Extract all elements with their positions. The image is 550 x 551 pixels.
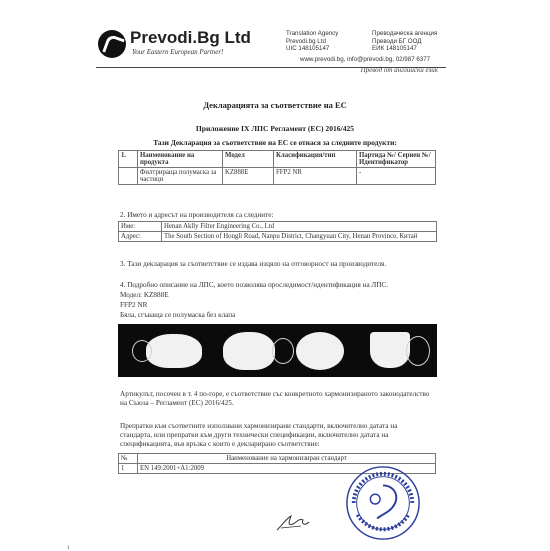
company-stamp-icon — [344, 464, 422, 542]
brand-tagline: Your Eastern European Partner! — [132, 48, 224, 56]
page-subtitle: Приложение IX ЛПС Регламент (ЕС) 2016/425 — [195, 124, 355, 133]
table-cell — [119, 168, 138, 185]
contact-en-line: Translation Agency — [286, 30, 339, 37]
contact-bg-line: Преводи БГ ООД — [372, 37, 422, 45]
product-photos — [118, 324, 437, 377]
table-header-row — [119, 454, 436, 464]
contact-web: www.prevodi.bg, info@prevodi.bg, 02/987 6377 — [300, 56, 431, 63]
model-line: Модел: KZ888E — [120, 291, 169, 299]
page-marker: 1 — [67, 546, 70, 551]
mask-image — [146, 334, 202, 368]
class-line: FFP2 NR — [120, 301, 148, 309]
table-header-cell: 1. — [119, 151, 138, 168]
table-header-cell: Партида №/ Сериен №/ Идентификатор — [357, 151, 436, 168]
table-header-cell: Наименование на продукта — [138, 151, 223, 168]
table-cell: Адрес: — [119, 232, 162, 242]
table-cell: Филтрираща полумаска за частици — [138, 168, 223, 185]
table-cell: 1 — [119, 464, 138, 474]
table-header-cell: Наименование на хармонизиран стандарт — [138, 454, 436, 464]
signature-icon — [275, 512, 311, 534]
ear-loop-icon — [272, 338, 294, 364]
table-cell: Име: — [119, 222, 162, 232]
description-line: Бяла, сгъваща се полумаска без клапа — [120, 311, 236, 319]
table-cell: - — [357, 168, 436, 185]
section-4-text: 4. Подробно описание на ЛПС, което позволява проследимост/идентификация на ЛПС. — [120, 281, 389, 289]
mask-image — [296, 332, 344, 370]
page-title: Декларацията за съответствие на ЕС — [203, 100, 347, 110]
contact-en-line: UIC 148105147 — [286, 45, 330, 52]
ear-loop-icon — [132, 340, 152, 362]
section-2-text: 2. Името и адресът на производителя са следните: — [120, 211, 274, 219]
translation-note: Превод от английски език — [360, 66, 438, 74]
brand-logo-icon — [98, 30, 126, 58]
table-row — [119, 168, 436, 185]
contact-bg — [372, 30, 437, 53]
brand-name: Prevodi.Bg Ltd — [130, 28, 251, 47]
section-3-text: 3. Тази декларация за съответствие се издава изцяло на отговорност на производителя. — [120, 260, 387, 268]
table-header-cell: № — [119, 454, 138, 464]
table-header-row — [119, 151, 436, 168]
contact-en-line: Prevodi.bg Ltd — [286, 37, 326, 45]
contact-en — [286, 30, 338, 53]
products-table — [118, 150, 436, 185]
table-cell: EN 149:2001+A1:2009 — [138, 464, 436, 474]
intro-text: Тази Декларация за съответствие на ЕС се отнася за следните продукти: — [153, 138, 397, 147]
table-cell: FFP2 NR — [274, 168, 357, 185]
mask-image — [370, 332, 410, 368]
table-cell: KZ888E — [223, 168, 274, 185]
contact-bg-line: Преводаческа агенция — [372, 30, 438, 37]
ear-loop-icon — [406, 336, 430, 366]
table-cell: Henan Aklly Filter Engineering Co., Ltd — [162, 222, 437, 232]
mask-image — [223, 332, 275, 370]
manufacturer-table — [118, 221, 437, 242]
table-row — [119, 222, 437, 232]
table-row — [119, 232, 437, 242]
table-cell: The South Section of Hongli Road, Nanpu District, Changyuan City, Henan Province, Китай — [162, 232, 437, 242]
article-text: Артикулът, посочен в т. 4 по-горе, е съответствие със конкретното хармонизираното законодателство на Съюза – Регламент (ЕС) 2016/425. — [120, 390, 430, 407]
table-header-cell: Класификация/тип — [274, 151, 357, 168]
standards-text: Препратки към съответните използвани хармонизирани стандарти, включително датата на стандарта, или препратки към други технически спецификации, включително датата на спецификацията, във връзка с които е декларирано съответствие: — [120, 422, 398, 448]
table-header-cell: Модел — [223, 151, 274, 168]
contact-bg-line: ЕИК 148105147 — [372, 45, 417, 52]
